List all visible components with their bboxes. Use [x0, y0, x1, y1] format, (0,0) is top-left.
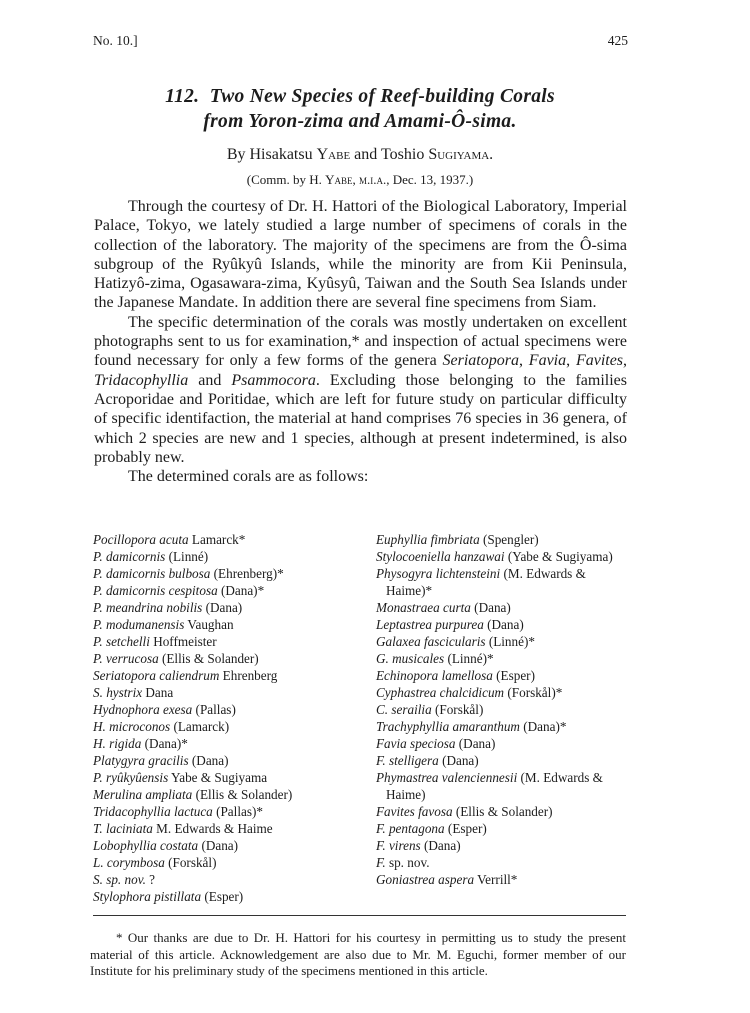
species-authority: (Esper): [201, 889, 244, 904]
species-list-right: [376, 531, 626, 888]
species-authority: (Lamarck): [170, 719, 230, 734]
species-name: Monastraea curta: [376, 600, 471, 615]
species-entry: [93, 531, 355, 548]
species-authority: (Dana): [455, 736, 496, 751]
species-name: P. verrucosa: [93, 651, 159, 666]
species-name: Euphyllia fimbriata: [376, 532, 480, 547]
author1-last: Yabe: [316, 146, 351, 163]
species-entry: [376, 548, 626, 565]
species-entry: [376, 803, 626, 820]
species-entry: [93, 888, 355, 905]
species-entry: [93, 752, 355, 769]
comm-pre: (Comm. by H.: [246, 172, 322, 187]
sep: ,: [518, 352, 529, 370]
sep: and: [188, 371, 232, 389]
sep: ,: [623, 352, 628, 370]
species-name: T. laciniata: [93, 821, 153, 836]
species-authority: (Linné)*: [485, 634, 535, 649]
genus-favites: Favites: [575, 352, 624, 370]
species-authority: (Forskål): [431, 702, 484, 717]
species-name: F.: [376, 855, 386, 870]
title-text-1: Two New Species of Reef-building Corals: [209, 86, 555, 107]
footnote-divider: [93, 915, 626, 916]
species-entry: [376, 667, 626, 684]
article-title-line-2: from Yoron-zima and Amami-Ô-sima.: [203, 111, 517, 132]
species-name: Stylocoeniella hanzawai: [376, 549, 505, 564]
species-authority: (Dana): [420, 838, 461, 853]
species-entry: [93, 684, 355, 701]
species-entry: [93, 548, 355, 565]
species-authority: (M. Edwards & Haime)*: [386, 566, 586, 598]
species-entry: [93, 565, 355, 582]
species-authority: (Ehrenberg)*: [210, 566, 284, 581]
species-authority: (Dana)*: [217, 583, 265, 598]
species-authority: (Spengler): [479, 532, 539, 547]
species-name: Trachyphyllia amaranthum: [376, 719, 520, 734]
species-authority: Dana: [142, 685, 174, 700]
comm-rank: m.i.a.: [359, 172, 387, 187]
species-authority: (Dana)*: [519, 719, 567, 734]
article-number: 112.: [165, 86, 200, 107]
species-authority: (Forskål)*: [504, 685, 563, 700]
species-entry: [93, 871, 355, 888]
species-name: Platygyra gracilis: [93, 753, 189, 768]
species-entry: [93, 701, 355, 718]
species-name: F. stelligera: [376, 753, 439, 768]
species-authority: (Esper): [492, 668, 535, 683]
species-authority: (Esper): [444, 821, 487, 836]
paragraph-2: [94, 313, 627, 467]
species-name: P. damicornis bulbosa: [93, 566, 211, 581]
species-entry: [93, 820, 355, 837]
species-authority: Verrill*: [474, 872, 518, 887]
sep: ,: [566, 352, 576, 370]
species-entry: [93, 582, 355, 599]
species-name: Favites favosa: [376, 804, 453, 819]
species-name: Leptastrea purpurea: [376, 617, 484, 632]
species-authority: (Ellis & Solander): [158, 651, 259, 666]
species-name: Favia speciosa: [376, 736, 456, 751]
byline-end: .: [489, 146, 494, 163]
species-name: S. sp. nov.: [93, 872, 146, 887]
species-name: Tridacophyllia lactuca: [93, 804, 213, 819]
paragraph-1: Through the courtesy of Dr. H. Hattori of the Biological Laboratory, Imperial Palace, Tokyo, we lately studied a large number of specimens of corals in the collection of the laboratory. The majority of the specimens are from the Ô-sima subgroup of the Ryûkyû Islands, while the minority are from Kii Peninsula, Hatizyô-zima, Ogasawara-zima, Kyûsyû, Taiwan and the South Sea Islands under the Japanese Mandate. In addition there are several fine specimens from Siam.: [94, 198, 627, 312]
species-name: Hydnophora exesa: [93, 702, 193, 717]
species-entry: [93, 599, 355, 616]
genus-favia: Favia: [528, 352, 567, 370]
species-entry: [93, 667, 355, 684]
species-entry: [376, 599, 626, 616]
species-authority: (M. Edwards & Haime): [386, 770, 603, 802]
byline: [95, 146, 625, 164]
species-entry: [93, 837, 355, 854]
species-authority: (Linné)*: [444, 651, 494, 666]
species-authority: (Linné): [165, 549, 209, 564]
species-entry: [376, 735, 626, 752]
species-authority: (Pallas)*: [212, 804, 263, 819]
species-entry: [93, 786, 355, 803]
species-entry: [376, 633, 626, 650]
species-entry: [376, 616, 626, 633]
species-authority: Hoffmeister: [149, 634, 217, 649]
species-authority: (Forskål): [164, 855, 217, 870]
species-name: F. virens: [376, 838, 421, 853]
species-name: C. serailia: [376, 702, 432, 717]
species-name: P. meandrina nobilis: [93, 600, 203, 615]
species-name: Pocillopora acuta: [93, 532, 189, 547]
comm-post: , Dec. 13, 1937.): [386, 172, 474, 187]
species-name: Echinopora lamellosa: [376, 668, 493, 683]
byline-and: and: [354, 146, 378, 163]
genus-seriatopora: Seriatopora: [442, 352, 519, 370]
species-entry: [93, 735, 355, 752]
page-number: 425: [607, 33, 628, 48]
species-entry: [376, 820, 626, 837]
species-entry: [376, 854, 626, 871]
species-authority: sp. nov.: [385, 855, 430, 870]
para2-text-b: . Excluding those belonging to the families Acroporidae and Poritidae, which are left for future study on particular difficulty of specific identifaction, the material at hand comprises 76 species in 36 genera, of which 2 species are new and 1 species, although at present indetermined, is also probably new.: [94, 371, 627, 466]
species-name: P. damicornis: [93, 549, 166, 564]
genus-psammocora: Psammocora: [231, 371, 316, 389]
species-name: Lobophyllia costata: [93, 838, 199, 853]
comm-name: Yabe: [325, 172, 353, 187]
communication-note: [95, 172, 625, 188]
species-authority: (Yabe & Sugiyama): [504, 549, 613, 564]
species-entry: [93, 633, 355, 650]
species-name: G. musicales: [376, 651, 445, 666]
species-authority: (Dana): [198, 838, 239, 853]
byline-by: By: [226, 146, 246, 163]
species-name: Cyphastrea chalcidicum: [376, 685, 505, 700]
species-name: Phymastrea valenciennesii: [376, 770, 518, 785]
article-body: [94, 197, 627, 486]
species-entry: [93, 769, 355, 786]
species-authority: (Ellis & Solander): [192, 787, 293, 802]
footnote: * Our thanks are due to Dr. H. Hattori for his courtesy in permitting us to study the present material of this article. Acknowledgement are also due to Mr. M. Eguchi, former member of our Institute for his preliminary study of the specimens mentioned in this article.: [90, 930, 626, 979]
species-entry: [93, 650, 355, 667]
species-entry: [376, 565, 626, 599]
article-title-line-1: [95, 86, 625, 108]
species-authority: Lamarck*: [188, 532, 246, 547]
species-entry: [376, 701, 626, 718]
comm-mid: ,: [352, 172, 359, 187]
species-entry: [93, 803, 355, 820]
species-authority: M. Edwards & Haime: [152, 821, 273, 836]
species-authority: (Ellis & Solander): [452, 804, 553, 819]
species-entry: [376, 718, 626, 735]
species-name: S. hystrix: [93, 685, 143, 700]
species-entry: [376, 684, 626, 701]
species-authority: (Dana)*: [141, 736, 188, 751]
species-name: Stylophora pistillata: [93, 889, 202, 904]
species-authority: Yabe & Sugiyama: [168, 770, 268, 785]
species-name: P. modumanensis: [93, 617, 185, 632]
species-name: Physogyra lichtensteini: [376, 566, 501, 581]
species-entry: [376, 752, 626, 769]
species-entry: [376, 769, 626, 803]
species-entry: [376, 531, 626, 548]
species-list-left: [93, 531, 355, 905]
species-name: Merulina ampliata: [93, 787, 193, 802]
species-name: H. microconos: [93, 719, 171, 734]
author2-first: Toshio: [381, 146, 425, 163]
author2-last: Sugiyama: [428, 146, 490, 163]
species-name: L. corymbosa: [93, 855, 165, 870]
author1-first: Hisakatsu: [249, 146, 313, 163]
species-name: H. rigida: [93, 736, 142, 751]
species-authority: (Dana): [188, 753, 229, 768]
species-authority: (Pallas): [192, 702, 236, 717]
species-entry: [93, 718, 355, 735]
species-authority: Ehrenberg: [219, 668, 278, 683]
species-name: Goniastrea aspera: [376, 872, 475, 887]
species-authority: (Dana): [470, 600, 511, 615]
species-name: Seriatopora caliendrum: [93, 668, 220, 683]
species-name: P. setchelli: [93, 634, 150, 649]
species-authority: Vaughan: [184, 617, 234, 632]
species-authority: (Dana): [202, 600, 243, 615]
para2-text-a: The specific determination of the corals was mostly undertaken on excellent photographs sent to us for examination,* and inspection of actual specimens were found necessary for only a few forms of the genera: [94, 313, 627, 370]
species-authority: (Dana): [483, 617, 524, 632]
species-name: Galaxea fascicularis: [376, 634, 486, 649]
species-entry: [93, 616, 355, 633]
species-authority: ?: [145, 872, 156, 887]
species-authority: (Dana): [438, 753, 479, 768]
species-name: P. damicornis cespitosa: [93, 583, 218, 598]
species-entry: [93, 854, 355, 871]
species-entry: [376, 871, 626, 888]
species-name: P. ryûkyûensis: [93, 770, 169, 785]
species-entry: [376, 837, 626, 854]
species-name: F. pentagona: [376, 821, 445, 836]
species-entry: [376, 650, 626, 667]
issue-number: No. 10.]: [93, 33, 138, 48]
genus-tridacophyllia: Tridacophyllia: [94, 371, 189, 389]
paragraph-3: The determined corals are as follows:: [128, 468, 369, 486]
